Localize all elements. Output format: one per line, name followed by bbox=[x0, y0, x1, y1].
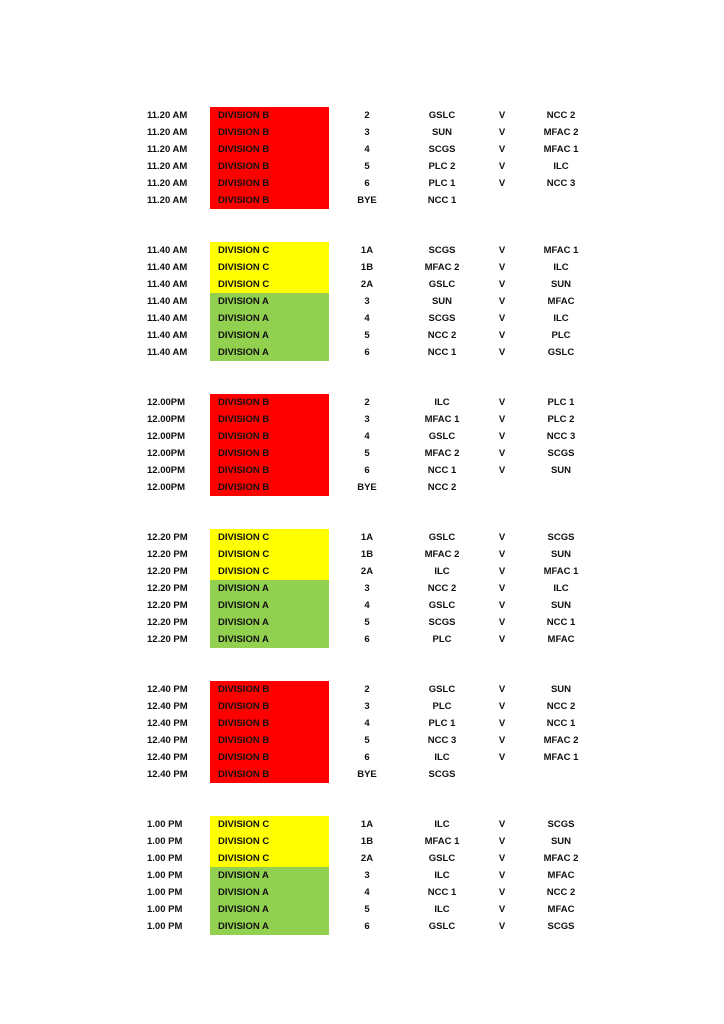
division-cell: DIVISION C bbox=[210, 546, 329, 563]
home-team-cell: MFAC 2 bbox=[424, 549, 460, 560]
division-cell: DIVISION A bbox=[210, 884, 329, 901]
pitch-cell: 3 bbox=[364, 296, 370, 307]
home-team-cell: PLC bbox=[432, 701, 452, 712]
home-team-cell: SCGS bbox=[428, 313, 456, 324]
pitch-cell: 3 bbox=[364, 583, 370, 594]
away-team-cell: NCC 3 bbox=[546, 178, 576, 189]
division-cell: DIVISION A bbox=[210, 631, 329, 648]
versus-cell: V bbox=[498, 718, 506, 729]
versus-cell: V bbox=[498, 600, 506, 611]
versus-cell: V bbox=[498, 347, 506, 358]
time-cell: 12.00PM bbox=[147, 465, 186, 476]
versus-cell: V bbox=[498, 465, 506, 476]
away-team-cell: MFAC 1 bbox=[543, 144, 579, 155]
home-team-cell: ILC bbox=[434, 819, 450, 830]
pitch-cell: 5 bbox=[364, 617, 370, 628]
division-cell: DIVISION B bbox=[210, 192, 329, 209]
pitch-cell: 6 bbox=[364, 634, 370, 645]
versus-cell: V bbox=[498, 853, 506, 864]
fixture-row bbox=[0, 833, 724, 850]
fixture-row bbox=[0, 479, 724, 496]
time-cell: 12.40 PM bbox=[147, 735, 188, 746]
time-cell: 11.40 AM bbox=[147, 347, 188, 358]
home-team-cell: SUN bbox=[431, 127, 453, 138]
away-team-cell: SUN bbox=[550, 465, 572, 476]
home-team-cell: ILC bbox=[434, 566, 450, 577]
pitch-cell: 2 bbox=[364, 684, 370, 695]
home-team-cell: PLC 2 bbox=[428, 161, 456, 172]
away-team-cell: SUN bbox=[550, 600, 572, 611]
time-cell: 11.40 AM bbox=[147, 313, 188, 324]
division-cell: DIVISION A bbox=[210, 614, 329, 631]
home-team-cell: NCC 1 bbox=[427, 347, 457, 358]
pitch-cell: 6 bbox=[364, 752, 370, 763]
pitch-cell: 6 bbox=[364, 465, 370, 476]
home-team-cell: ILC bbox=[434, 397, 450, 408]
division-cell: DIVISION C bbox=[210, 816, 329, 833]
pitch-cell: 2A bbox=[360, 853, 374, 864]
fixture-row bbox=[0, 394, 724, 411]
versus-cell: V bbox=[498, 161, 506, 172]
time-slot-block bbox=[0, 681, 724, 783]
division-cell: DIVISION A bbox=[210, 580, 329, 597]
fixture-row bbox=[0, 732, 724, 749]
time-cell: 1.00 PM bbox=[147, 853, 183, 864]
fixture-row bbox=[0, 293, 724, 310]
time-cell: 12.00PM bbox=[147, 397, 186, 408]
home-team-cell: SCGS bbox=[428, 617, 456, 628]
versus-cell: V bbox=[498, 566, 506, 577]
home-team-cell: GSLC bbox=[428, 279, 456, 290]
home-team-cell: NCC 3 bbox=[427, 735, 457, 746]
away-team-cell: MFAC bbox=[547, 870, 575, 881]
home-team-cell: NCC 1 bbox=[427, 195, 457, 206]
pitch-cell: 2A bbox=[360, 279, 374, 290]
pitch-cell: 5 bbox=[364, 448, 370, 459]
time-cell: 1.00 PM bbox=[147, 819, 183, 830]
away-team-cell: PLC 1 bbox=[547, 397, 575, 408]
versus-cell: V bbox=[498, 397, 506, 408]
division-cell: DIVISION C bbox=[210, 529, 329, 546]
away-team-cell: MFAC 2 bbox=[543, 127, 579, 138]
away-team-cell: MFAC bbox=[547, 904, 575, 915]
versus-cell: V bbox=[498, 870, 506, 881]
away-team-cell: NCC 2 bbox=[546, 110, 576, 121]
fixture-row bbox=[0, 529, 724, 546]
time-cell: 11.20 AM bbox=[147, 178, 188, 189]
fixture-row bbox=[0, 884, 724, 901]
time-cell: 11.40 AM bbox=[147, 245, 188, 256]
pitch-cell: 4 bbox=[364, 144, 370, 155]
away-team-cell: NCC 2 bbox=[546, 701, 576, 712]
pitch-cell: 6 bbox=[364, 347, 370, 358]
time-cell: 12.00PM bbox=[147, 431, 186, 442]
time-slot-block bbox=[0, 529, 724, 648]
fixture-row bbox=[0, 715, 724, 732]
away-team-cell: NCC 2 bbox=[546, 887, 576, 898]
home-team-cell: MFAC 1 bbox=[424, 414, 460, 425]
time-cell: 12.40 PM bbox=[147, 684, 188, 695]
home-team-cell: MFAC 1 bbox=[424, 836, 460, 847]
fixture-row bbox=[0, 850, 724, 867]
pitch-cell: 6 bbox=[364, 921, 370, 932]
home-team-cell: NCC 1 bbox=[427, 465, 457, 476]
versus-cell: V bbox=[498, 279, 506, 290]
home-team-cell: SUN bbox=[431, 296, 453, 307]
division-cell: DIVISION C bbox=[210, 850, 329, 867]
time-cell: 12.00PM bbox=[147, 448, 186, 459]
fixture-row bbox=[0, 158, 724, 175]
time-cell: 11.40 AM bbox=[147, 330, 188, 341]
division-cell: DIVISION B bbox=[210, 715, 329, 732]
time-slot-block bbox=[0, 816, 724, 935]
division-cell: DIVISION B bbox=[210, 394, 329, 411]
fixture-row bbox=[0, 310, 724, 327]
division-cell: DIVISION A bbox=[210, 901, 329, 918]
division-cell: DIVISION B bbox=[210, 411, 329, 428]
time-cell: 1.00 PM bbox=[147, 836, 183, 847]
away-team-cell: MFAC 1 bbox=[543, 566, 579, 577]
away-team-cell: ILC bbox=[553, 313, 569, 324]
pitch-cell: 1A bbox=[360, 532, 374, 543]
home-team-cell: ILC bbox=[434, 870, 450, 881]
versus-cell: V bbox=[498, 701, 506, 712]
away-team-cell: SCGS bbox=[547, 448, 575, 459]
division-cell: DIVISION C bbox=[210, 259, 329, 276]
division-cell: DIVISION B bbox=[210, 428, 329, 445]
time-slot-block bbox=[0, 242, 724, 361]
pitch-cell: 5 bbox=[364, 161, 370, 172]
division-cell: DIVISION B bbox=[210, 445, 329, 462]
time-cell: 12.20 PM bbox=[147, 566, 188, 577]
fixture-row bbox=[0, 901, 724, 918]
pitch-cell: 2 bbox=[364, 397, 370, 408]
division-cell: DIVISION C bbox=[210, 242, 329, 259]
away-team-cell: PLC bbox=[551, 330, 571, 341]
pitch-cell: 5 bbox=[364, 330, 370, 341]
away-team-cell: SUN bbox=[550, 836, 572, 847]
home-team-cell: PLC bbox=[432, 634, 452, 645]
away-team-cell: SCGS bbox=[547, 532, 575, 543]
time-cell: 11.20 AM bbox=[147, 127, 188, 138]
home-team-cell: ILC bbox=[434, 904, 450, 915]
home-team-cell: NCC 2 bbox=[427, 330, 457, 341]
home-team-cell: ILC bbox=[434, 752, 450, 763]
fixture-row bbox=[0, 631, 724, 648]
home-team-cell: GSLC bbox=[428, 921, 456, 932]
away-team-cell: MFAC 2 bbox=[543, 735, 579, 746]
division-cell: DIVISION A bbox=[210, 327, 329, 344]
away-team-cell: NCC 1 bbox=[546, 718, 576, 729]
fixture-row bbox=[0, 259, 724, 276]
time-cell: 1.00 PM bbox=[147, 870, 183, 881]
versus-cell: V bbox=[498, 296, 506, 307]
fixture-row bbox=[0, 344, 724, 361]
versus-cell: V bbox=[498, 617, 506, 628]
division-cell: DIVISION A bbox=[210, 597, 329, 614]
home-team-cell: GSLC bbox=[428, 853, 456, 864]
home-team-cell: PLC 1 bbox=[428, 718, 456, 729]
division-cell: DIVISION C bbox=[210, 563, 329, 580]
away-team-cell: MFAC bbox=[547, 296, 575, 307]
pitch-cell: 5 bbox=[364, 904, 370, 915]
fixture-row bbox=[0, 141, 724, 158]
away-team-cell: GSLC bbox=[547, 347, 575, 358]
versus-cell: V bbox=[498, 532, 506, 543]
fixture-row bbox=[0, 276, 724, 293]
time-cell: 12.40 PM bbox=[147, 701, 188, 712]
division-cell: DIVISION B bbox=[210, 158, 329, 175]
versus-cell: V bbox=[498, 127, 506, 138]
pitch-cell: 4 bbox=[364, 887, 370, 898]
home-team-cell: SCGS bbox=[428, 245, 456, 256]
home-team-cell: GSLC bbox=[428, 684, 456, 695]
pitch-cell: 5 bbox=[364, 735, 370, 746]
away-team-cell: ILC bbox=[553, 262, 569, 273]
pitch-cell: 3 bbox=[364, 701, 370, 712]
division-cell: DIVISION B bbox=[210, 698, 329, 715]
pitch-cell: 1B bbox=[360, 549, 374, 560]
home-team-cell: MFAC 2 bbox=[424, 262, 460, 273]
pitch-cell: 3 bbox=[364, 414, 370, 425]
versus-cell: V bbox=[498, 245, 506, 256]
time-cell: 12.40 PM bbox=[147, 718, 188, 729]
time-cell: 1.00 PM bbox=[147, 887, 183, 898]
fixture-row bbox=[0, 918, 724, 935]
time-cell: 12.20 PM bbox=[147, 583, 188, 594]
home-team-cell: GSLC bbox=[428, 600, 456, 611]
versus-cell: V bbox=[498, 921, 506, 932]
fixture-row bbox=[0, 462, 724, 479]
pitch-cell: BYE bbox=[357, 769, 377, 780]
fixture-row bbox=[0, 698, 724, 715]
time-cell: 12.00PM bbox=[147, 482, 186, 493]
division-cell: DIVISION B bbox=[210, 732, 329, 749]
division-cell: DIVISION A bbox=[210, 310, 329, 327]
pitch-cell: 1B bbox=[360, 262, 374, 273]
division-cell: DIVISION B bbox=[210, 175, 329, 192]
division-cell: DIVISION B bbox=[210, 141, 329, 158]
home-team-cell: GSLC bbox=[428, 431, 456, 442]
versus-cell: V bbox=[498, 414, 506, 425]
time-cell: 12.00PM bbox=[147, 414, 186, 425]
pitch-cell: BYE bbox=[357, 195, 377, 206]
pitch-cell: 4 bbox=[364, 718, 370, 729]
time-cell: 11.20 AM bbox=[147, 144, 188, 155]
time-cell: 1.00 PM bbox=[147, 921, 183, 932]
fixture-row bbox=[0, 766, 724, 783]
away-team-cell: SUN bbox=[550, 684, 572, 695]
division-cell: DIVISION C bbox=[210, 276, 329, 293]
versus-cell: V bbox=[498, 887, 506, 898]
division-cell: DIVISION B bbox=[210, 749, 329, 766]
home-team-cell: NCC 1 bbox=[427, 887, 457, 898]
versus-cell: V bbox=[498, 752, 506, 763]
time-slot-block bbox=[0, 394, 724, 496]
fixture-row bbox=[0, 580, 724, 597]
versus-cell: V bbox=[498, 262, 506, 273]
versus-cell: V bbox=[498, 904, 506, 915]
division-cell: DIVISION B bbox=[210, 766, 329, 783]
away-team-cell: NCC 3 bbox=[546, 431, 576, 442]
fixture-row bbox=[0, 614, 724, 631]
fixture-row bbox=[0, 428, 724, 445]
division-cell: DIVISION B bbox=[210, 124, 329, 141]
pitch-cell: 6 bbox=[364, 178, 370, 189]
time-cell: 11.20 AM bbox=[147, 110, 188, 121]
versus-cell: V bbox=[498, 330, 506, 341]
home-team-cell: NCC 2 bbox=[427, 482, 457, 493]
division-cell: DIVISION A bbox=[210, 293, 329, 310]
time-cell: 12.40 PM bbox=[147, 752, 188, 763]
fixture-row bbox=[0, 816, 724, 833]
time-slot-block bbox=[0, 107, 724, 209]
versus-cell: V bbox=[498, 144, 506, 155]
home-team-cell: SCGS bbox=[428, 144, 456, 155]
home-team-cell: SCGS bbox=[428, 769, 456, 780]
time-cell: 11.40 AM bbox=[147, 279, 188, 290]
division-cell: DIVISION B bbox=[210, 681, 329, 698]
fixture-row bbox=[0, 327, 724, 344]
fixture-row bbox=[0, 563, 724, 580]
versus-cell: V bbox=[498, 178, 506, 189]
away-team-cell: MFAC bbox=[547, 634, 575, 645]
versus-cell: V bbox=[498, 583, 506, 594]
fixture-row bbox=[0, 867, 724, 884]
away-team-cell: SCGS bbox=[547, 819, 575, 830]
away-team-cell: MFAC 1 bbox=[543, 245, 579, 256]
versus-cell: V bbox=[498, 549, 506, 560]
fixture-row bbox=[0, 411, 724, 428]
versus-cell: V bbox=[498, 431, 506, 442]
fixture-row bbox=[0, 445, 724, 462]
fixture-row bbox=[0, 749, 724, 766]
division-cell: DIVISION B bbox=[210, 479, 329, 496]
time-cell: 12.40 PM bbox=[147, 769, 188, 780]
versus-cell: V bbox=[498, 110, 506, 121]
pitch-cell: 2 bbox=[364, 110, 370, 121]
division-cell: DIVISION A bbox=[210, 867, 329, 884]
versus-cell: V bbox=[498, 684, 506, 695]
fixture-row bbox=[0, 175, 724, 192]
fixture-row bbox=[0, 124, 724, 141]
division-cell: DIVISION A bbox=[210, 344, 329, 361]
fixture-row bbox=[0, 681, 724, 698]
fixture-row bbox=[0, 546, 724, 563]
time-cell: 12.20 PM bbox=[147, 634, 188, 645]
home-team-cell: GSLC bbox=[428, 110, 456, 121]
home-team-cell: GSLC bbox=[428, 532, 456, 543]
time-cell: 12.20 PM bbox=[147, 617, 188, 628]
time-cell: 12.20 PM bbox=[147, 549, 188, 560]
away-team-cell: SCGS bbox=[547, 921, 575, 932]
pitch-cell: 1A bbox=[360, 245, 374, 256]
division-cell: DIVISION B bbox=[210, 107, 329, 124]
time-cell: 11.20 AM bbox=[147, 195, 188, 206]
pitch-cell: 4 bbox=[364, 600, 370, 611]
pitch-cell: 1B bbox=[360, 836, 374, 847]
versus-cell: V bbox=[498, 448, 506, 459]
away-team-cell: SUN bbox=[550, 279, 572, 290]
time-cell: 12.20 PM bbox=[147, 600, 188, 611]
pitch-cell: 4 bbox=[364, 431, 370, 442]
versus-cell: V bbox=[498, 313, 506, 324]
fixture-row bbox=[0, 107, 724, 124]
division-cell: DIVISION C bbox=[210, 833, 329, 850]
versus-cell: V bbox=[498, 735, 506, 746]
fixture-row bbox=[0, 597, 724, 614]
division-cell: DIVISION B bbox=[210, 462, 329, 479]
away-team-cell: MFAC 1 bbox=[543, 752, 579, 763]
pitch-cell: 4 bbox=[364, 313, 370, 324]
division-cell: DIVISION A bbox=[210, 918, 329, 935]
fixture-row bbox=[0, 242, 724, 259]
versus-cell: V bbox=[498, 836, 506, 847]
time-cell: 12.20 PM bbox=[147, 532, 188, 543]
away-team-cell: PLC 2 bbox=[547, 414, 575, 425]
fixture-row bbox=[0, 192, 724, 209]
away-team-cell: NCC 1 bbox=[546, 617, 576, 628]
time-cell: 11.20 AM bbox=[147, 161, 188, 172]
home-team-cell: PLC 1 bbox=[428, 178, 456, 189]
versus-cell: V bbox=[498, 819, 506, 830]
pitch-cell: 3 bbox=[364, 127, 370, 138]
home-team-cell: MFAC 2 bbox=[424, 448, 460, 459]
away-team-cell: MFAC 2 bbox=[543, 853, 579, 864]
time-cell: 1.00 PM bbox=[147, 904, 183, 915]
versus-cell: V bbox=[498, 634, 506, 645]
away-team-cell: SUN bbox=[550, 549, 572, 560]
pitch-cell: 3 bbox=[364, 870, 370, 881]
home-team-cell: NCC 2 bbox=[427, 583, 457, 594]
away-team-cell: ILC bbox=[553, 583, 569, 594]
time-cell: 11.40 AM bbox=[147, 262, 188, 273]
away-team-cell: ILC bbox=[553, 161, 569, 172]
pitch-cell: 1A bbox=[360, 819, 374, 830]
pitch-cell: BYE bbox=[357, 482, 377, 493]
pitch-cell: 2A bbox=[360, 566, 374, 577]
fixture-schedule bbox=[0, 107, 724, 968]
time-cell: 11.40 AM bbox=[147, 296, 188, 307]
